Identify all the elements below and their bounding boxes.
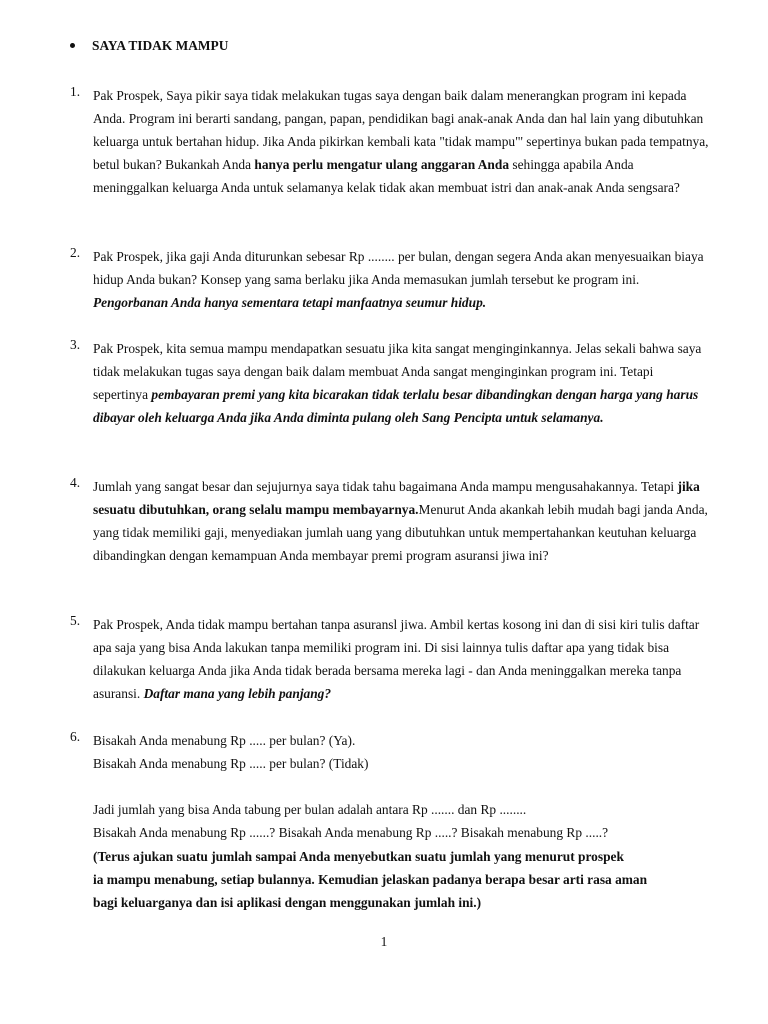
item-6-line-2: Bisakah Anda menabung Rp ..... per bulan? (Tidak) [93,756,369,771]
item-text: Pak Prospek, kita semua mampu mendapatkan sesuatu jika kita sangat menginginkannya. Jelas sekali bahwa saya tidak melakukan tugas saya dengan baik dalam membuat Anda sangat menginginkan program ini. Tetapi sepertinya pembayaran premi yang kita bicarakan tidak terlalu besar dibandingkan dengan harga yang harus dibayar oleh keluarga Anda jika Anda diminta pulang oleh Sang Pencipta untuk selamanya. [93,341,702,425]
item-number: 5. [70,613,81,628]
bullet-icon [70,43,75,48]
item-number: 2. [70,245,81,260]
section-heading: SAYA TIDAK MAMPU [70,38,228,54]
list-item-4 [70,475,710,567]
instruction-note-line-2: ia mampu menabung, setiap bulannya. Kemudian jelaskan padanya berapa besar arti rasa aman [93,872,648,887]
item-text: Bisakah Anda menabung Rp ..... per bulan? (Ya). [93,733,356,748]
list-item-5 [70,613,710,705]
item-text: Jumlah yang sangat besar dan sejujurnya saya tidak tahu bagaimana Anda mampu mengusahakannya. Tetapi jika sesuatu dibutuhkan, orang selalu mampu membayarnya.Menurut Anda akankah lebih mudah bagi janda Anda, yang tidak memiliki gaji, menyediakan jumlah uang yang dibutuhkan untuk mempertahankan keutuhan keluarga dibandingkan dengan kemampuan Anda membayar premi program asuransi jiwa ini? [93,479,708,563]
item-number: 3. [70,337,81,352]
item-text: Pak Prospek, jika gaji Anda diturunkan sebesar Rp ........ per bulan, dengan segera Anda akan menyesuaikan biaya hidup Anda bukan? Konsep yang sama berlaku jika Anda memasukan jumlah tersebut ke program ini. Pengorbanan Anda hanya sementara tetapi manfaatnya seumur hidup. [93,249,704,310]
item-text: Pak Prospek, Saya pikir saya tidak melakukan tugas saya dengan baik dalam menerangkan program ini kepada Anda. Program ini berarti sandang, pangan, papan, pendidikan bagi anak-anak Anda dan hal lain yang dibutuhkan keluarga untuk bertahan hidup. Jika Anda pikirkan kembali kata "tidak mampu"' sepertinya bukan pada tempatnya, betul bukan? Bukankah Anda hanya perlu mengatur ulang anggaran Anda sehingga apabila Anda meninggalkan keluarga Anda untuk selamanya kelak tidak akan membuat istri dan anak-anak Anda sengsara? [93,88,709,195]
list-item-2 [70,245,710,314]
item-text: Pak Prospek, Anda tidak mampu bertahan tanpa asuransl jiwa. Ambil kertas kosong ini dan di sisi kiri tulis daftar apa saja yang bisa Anda lakukan tanpa memiliki program ini. Di sisi lainnya tulis daftar apa yang tidak bisa dilakukan keluarga Anda jika Anda tidak berada bersama mereka lagi - dan Anda meninggalkan mereka tanpa asuransi. Daftar mana yang lebih panjang? [93,617,700,701]
list-item-6 [70,729,710,752]
instruction-note-line-1: (Terus ajukan suatu jumlah sampai Anda menyebutkan suatu jumlah yang menurut prospek [93,849,624,864]
instruction-note-line-3: bagi keluarganya dan isi aplikasi dengan menggunakan jumlah ini.) [93,895,482,910]
page-number: 1 [380,934,388,949]
item-number: 6. [70,729,81,744]
item-6-line-3: Jadi jumlah yang bisa Anda tabung per bulan adalah antara Rp ....... dan Rp ........ [93,802,527,817]
item-6-line-4: Bisakah Anda menabung Rp ......? Bisakah Anda menabung Rp .....? Bisakah menabung Rp .....? [93,825,609,840]
list-item-3 [70,337,710,429]
item-number: 4. [70,475,81,490]
item-number: 1. [70,84,81,99]
list-item-1 [70,84,710,199]
